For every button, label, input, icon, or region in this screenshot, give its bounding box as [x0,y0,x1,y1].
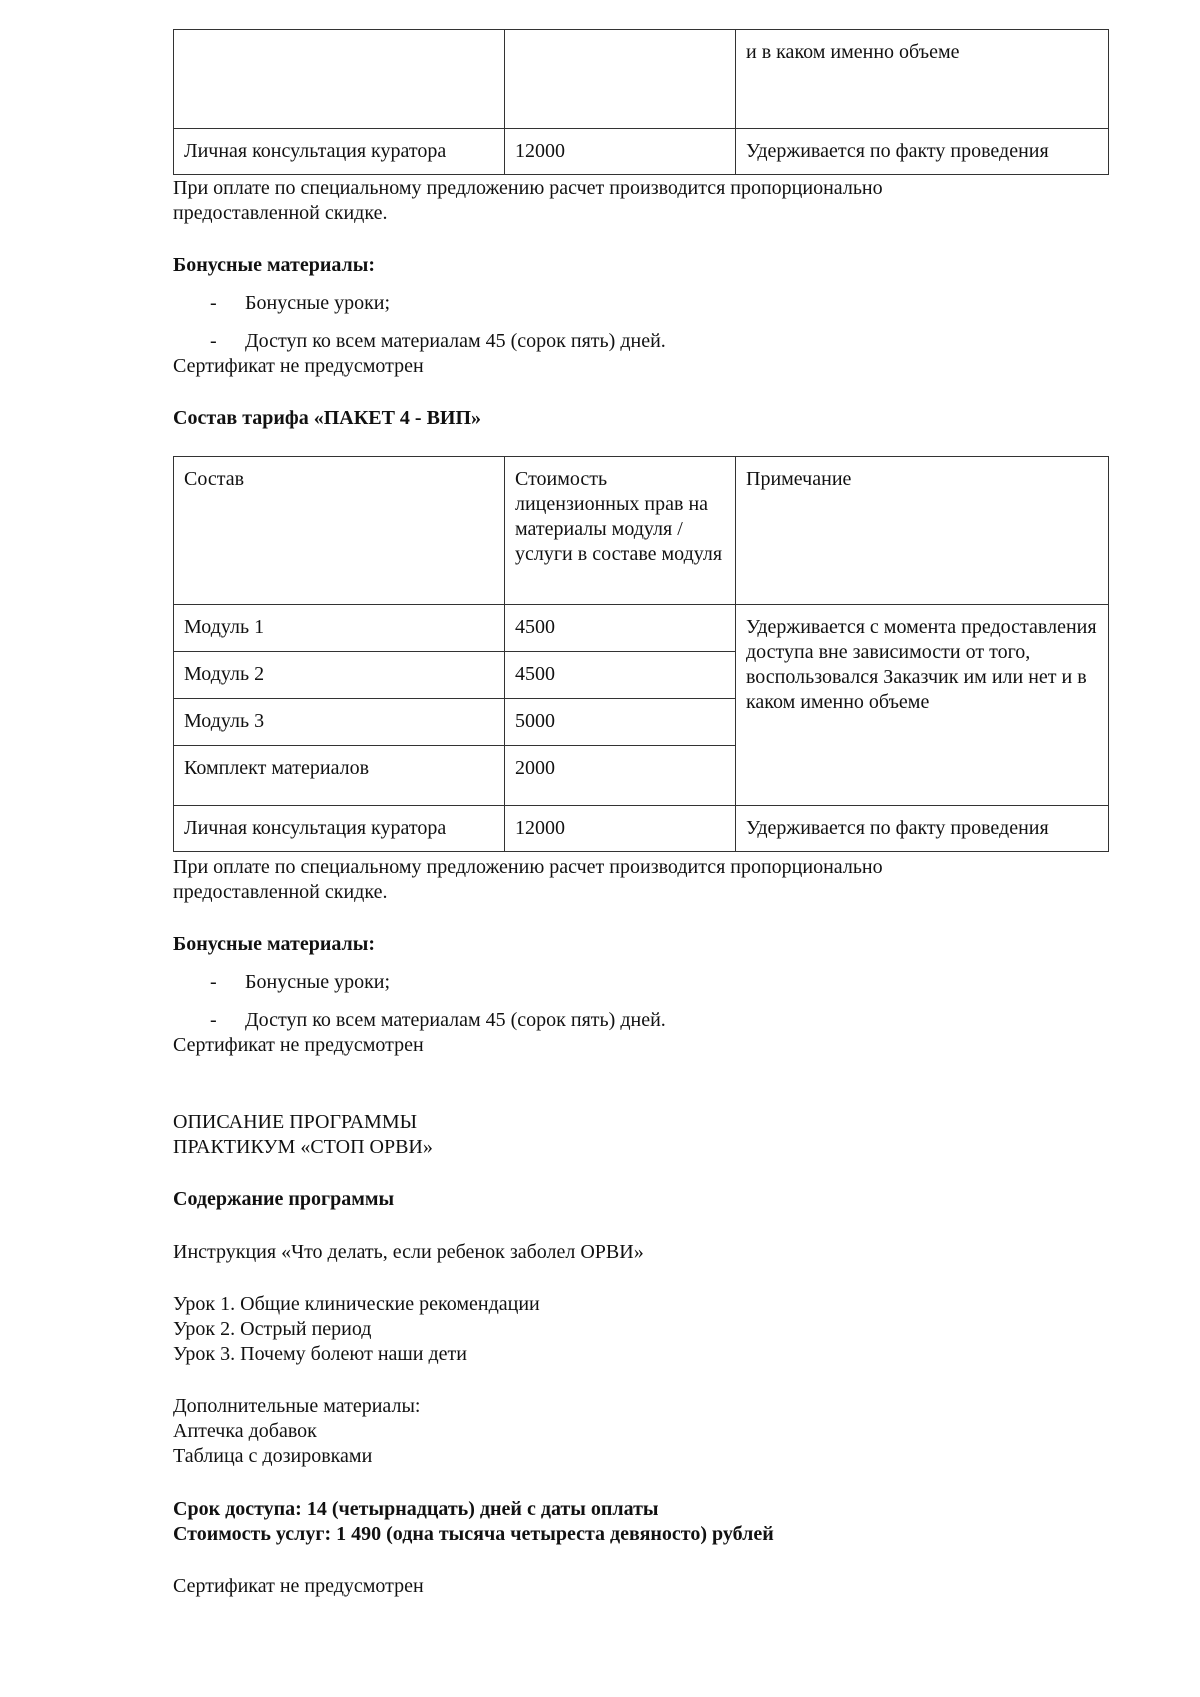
instruction-item: Инструкция «Что делать, если ребенок заболел ОРВИ» [173,1241,644,1263]
list-marker: - [210,330,217,352]
table-row [174,129,1109,175]
list-item: Бонусные уроки; [245,292,391,314]
table-cell: Удерживается по факту проведения [736,806,1109,852]
contents-heading: Содержание программы [173,1188,395,1210]
header-cell-composition: Состав [174,457,505,605]
list-marker: - [210,292,217,314]
extra-materials-heading: Дополнительные материалы: [173,1395,421,1417]
list-item: Бонусные уроки; [245,971,391,993]
access-term: Срок доступа: 14 (четырнадцать) дней с даты оплаты [173,1498,659,1520]
program-subtitle: ПРАКТИКУМ «СТОП ОРВИ» [173,1136,433,1158]
lesson-item: Урок 3. Почему болеют наши дети [173,1343,468,1365]
table-cell [174,30,505,129]
table-cell: 2000 [505,746,736,806]
lesson-item: Урок 1. Общие клинические рекомендации [173,1293,540,1315]
list-item: Доступ ко всем материалам 45 (сорок пять) дней. [245,330,666,352]
table-cell: Комплект материалов [174,746,505,806]
tariff-heading: Состав тарифа «ПАКЕТ 4 - ВИП» [173,407,482,429]
table-cell: 4500 [505,605,736,652]
discount-note-cont: предоставленной скидке. [173,202,388,224]
lesson-item: Урок 2. Острый период [173,1318,372,1340]
table-cell: 12000 [505,806,736,852]
table-cell [505,30,736,129]
header-cell-cost: Стоимость лицензионных прав на материалы модуля / услуги в составе модуля [505,457,736,605]
table-header-row [174,457,1109,605]
header-cell-note: Примечание [736,457,1109,605]
table-cell: 4500 [505,652,736,699]
table-cell: Личная консультация куратора [174,129,505,175]
table-cell: Личная консультация куратора [174,806,505,852]
merged-note-cell: Удерживается с момента предоставления доступа вне зависимости от того, воспользовался Заказчик им или нет и в каком именно объеме [736,605,1109,806]
list-marker: - [210,1009,217,1031]
table-cell: 12000 [505,129,736,175]
discount-note: При оплате по специальному предложению расчет производится пропорционально [173,856,883,878]
program-title: ОПИСАНИЕ ПРОГРАММЫ [173,1111,418,1133]
certificate-note: Сертификат не предусмотрен [173,1575,424,1597]
discount-note: При оплате по специальному предложению расчет производится пропорционально [173,177,883,199]
table-cell: Модуль 2 [174,652,505,699]
table-cell: Модуль 3 [174,699,505,746]
extra-material-item: Таблица с дозировками [173,1445,373,1467]
certificate-note: Сертификат не предусмотрен [173,1034,424,1056]
table-row [174,605,1109,652]
list-marker: - [210,971,217,993]
discount-note-cont: предоставленной скидке. [173,881,388,903]
table-row [174,30,1109,129]
table-cell: 5000 [505,699,736,746]
list-item: Доступ ко всем материалам 45 (сорок пять) дней. [245,1009,666,1031]
service-price: Стоимость услуг: 1 490 (одна тысяча четыреста девяносто) рублей [173,1523,774,1545]
tariff-vip-table [173,456,1109,852]
extra-material-item: Аптечка добавок [173,1420,317,1442]
bonus-heading: Бонусные материалы: [173,933,376,955]
table-row [174,806,1109,852]
bonus-heading: Бонусные материалы: [173,254,376,276]
table-top-continuation [173,29,1109,175]
table-cell: Модуль 1 [174,605,505,652]
table-cell: и в каком именно объеме [736,30,1109,129]
certificate-note: Сертификат не предусмотрен [173,355,424,377]
table-cell: Удерживается по факту проведения [736,129,1109,175]
